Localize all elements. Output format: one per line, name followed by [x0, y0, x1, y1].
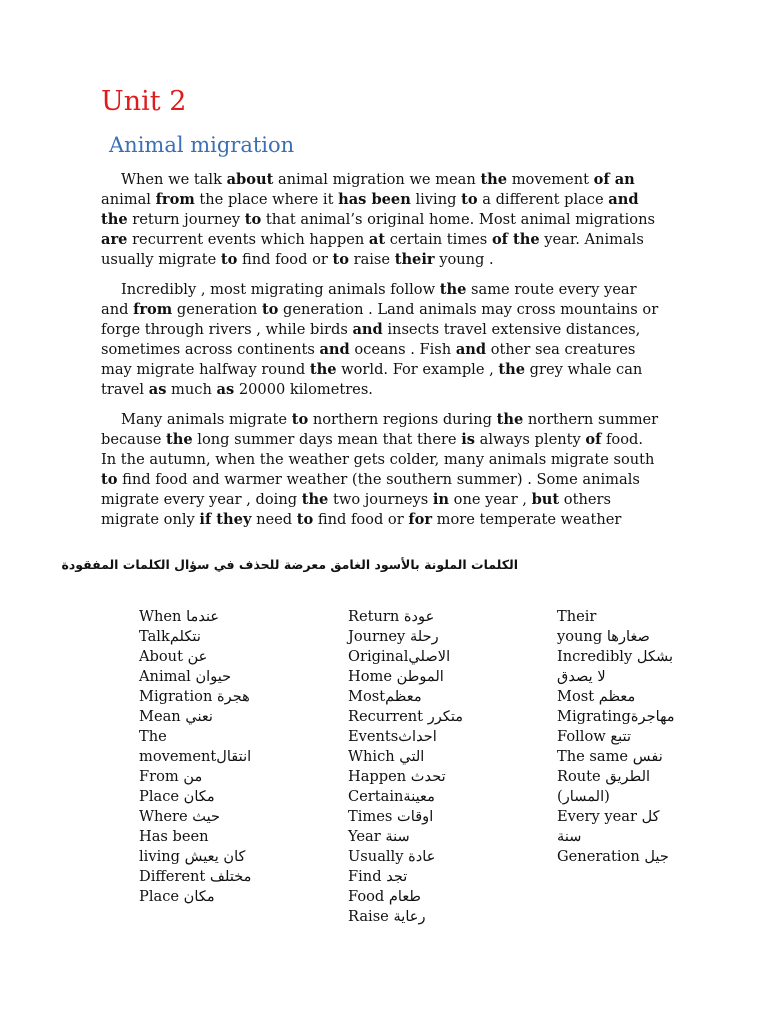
text-run: long summer days mean that there [192, 431, 462, 448]
bold-word: as [148, 381, 167, 398]
vocab-item: Home الموطن [348, 668, 444, 685]
bold-word: are [101, 231, 128, 248]
bold-word: the [480, 171, 508, 188]
bold-word: from [155, 191, 195, 208]
text-run: generation . Land animals may cross mountains or forge through rivers , while birds [101, 301, 659, 338]
text-run: living [410, 191, 462, 208]
bold-word: and [455, 341, 487, 358]
bold-word: and the [101, 191, 639, 228]
bold-word: to [101, 471, 118, 488]
vocab-item: Migratingمهاجرة [557, 708, 675, 725]
text-run: northern summer because [101, 411, 659, 448]
text-run: a different place [477, 191, 609, 208]
vocab-column-3 [557, 607, 697, 867]
bold-word: has been [338, 191, 411, 208]
bold-word: for [408, 511, 433, 528]
vocab-item: Talkنتكلم [139, 628, 201, 645]
vocab-item: Place مكان [139, 788, 215, 805]
text-run: find food or [237, 251, 333, 268]
arabic-note: الكلمات الملونة بالأسود الغامق معرضة للحذف في سؤال الكلمات المفقودة [61, 557, 518, 572]
vocab-item: Eventsاحداث [348, 728, 437, 745]
text-run: grey whale can travel [101, 361, 643, 398]
vocab-item: Follow تتبع [557, 728, 632, 745]
bold-word: of the [491, 231, 540, 248]
vocab-item: Migration هجرة [139, 688, 250, 705]
text-run: year. Animals usually migrate [101, 231, 644, 268]
vocab-item: From من [139, 768, 203, 785]
bold-word: to [261, 301, 279, 318]
text-run: find food or [313, 511, 409, 528]
text-run: animal [101, 191, 156, 208]
text-run: Incredibly , most migrating animals follow [121, 281, 440, 298]
paragraph-1 [101, 170, 661, 270]
vocab-item: Generation جيل [557, 848, 669, 865]
paragraph-3 [101, 410, 661, 530]
vocab-column-2 [348, 607, 548, 927]
bold-word: is [461, 431, 475, 448]
bold-word: of [585, 431, 602, 448]
bold-word: the [309, 361, 337, 378]
text-run: world. For example , [336, 361, 499, 378]
vocab-item: Return عودة [348, 608, 435, 625]
vocab-item: Journey رحلة [348, 628, 439, 645]
vocab-item: Incredibly بشكل لا يصدق [557, 648, 674, 685]
vocab-item: Happen تحدث [348, 768, 446, 785]
vocab-item: Originalالاصلي [348, 648, 451, 665]
unit-title: Unit 2 [101, 86, 187, 117]
text-run: food. In the autumn, when the weather gets colder, many animals migrate south [101, 431, 655, 468]
vocab-item: Certainمعينة [348, 788, 435, 805]
vocab-item: Has been living كان يعيش [139, 828, 246, 865]
vocab-item: Where حيث [139, 808, 221, 825]
bold-word: to [332, 251, 349, 268]
text-run: same route every year and [101, 281, 637, 318]
bold-word: but [531, 491, 560, 508]
text-run: oceans . Fish [349, 341, 456, 358]
bold-word: the [439, 281, 467, 298]
text-run: the place where it [194, 191, 339, 208]
bold-word: to [291, 411, 309, 428]
vocab-item: About عن [139, 648, 208, 665]
vocab-item: Year سنة [348, 828, 410, 845]
bold-word: the [301, 491, 329, 508]
bold-word: about [226, 171, 274, 188]
text-run: one year , [449, 491, 532, 508]
vocab-column-1 [139, 607, 339, 907]
text-run: northern regions during [308, 411, 497, 428]
vocab-item: When عندما [139, 608, 220, 625]
text-run: insects travel extensive distances, sometimes across continents [101, 321, 641, 358]
text-run: generation [172, 301, 262, 318]
vocab-item: Raise رعاية [348, 908, 426, 925]
text-run: others migrate only [101, 491, 611, 528]
vocab-item: Different مختلف [139, 868, 252, 885]
text-run: always plenty [474, 431, 586, 448]
vocab-item: Food طعام [348, 888, 422, 905]
section-title: Animal migration [109, 133, 295, 157]
bold-word: at [368, 231, 386, 248]
text-run: raise [348, 251, 395, 268]
bold-word: and [319, 341, 350, 358]
vocab-item: Which التي [348, 748, 425, 765]
bold-word: and [352, 321, 383, 338]
text-run: certain times [385, 231, 492, 248]
vocab-item: The movementانتقال [139, 728, 252, 765]
text-run: young . [434, 251, 494, 268]
vocab-item: Route الطريق (المسار) [557, 768, 651, 805]
bold-word: from [133, 301, 173, 318]
bold-word: to [296, 511, 314, 528]
vocab-item: Place مكان [139, 888, 215, 905]
text-run: much [166, 381, 217, 398]
text-run: recurrent events which happen [127, 231, 369, 248]
text-run: 20000 kilometres. [234, 381, 373, 398]
vocab-item: Mostمعظم [348, 688, 422, 705]
vocab-item: Find تجد [348, 868, 408, 885]
bold-word: as [216, 381, 235, 398]
vocab-item: Times اوقات [348, 808, 434, 825]
text-run: return journey [127, 211, 245, 228]
vocab-item: Animal حيوان [139, 668, 232, 685]
vocab-item: Recurrent متكرر [348, 708, 464, 725]
text-run: find food and warmer weather (the southern summer) . Some animals migrate every year , doing [101, 471, 640, 508]
bold-word: to [220, 251, 238, 268]
bold-word: the [496, 411, 524, 428]
vocab-item: Their young صغارها [557, 608, 650, 645]
article-body [101, 170, 661, 540]
text-run: animal migration we mean [273, 171, 481, 188]
text-run: When we talk [121, 171, 227, 188]
text-run: movement [507, 171, 594, 188]
text-run: need [251, 511, 297, 528]
text-run: that animal’s original home. Most animal migrations [261, 211, 655, 228]
bold-word: the [498, 361, 526, 378]
bold-word: the [166, 431, 193, 448]
text-run: Many animals migrate [121, 411, 292, 428]
bold-word: in [432, 491, 450, 508]
text-run: more temperate weather [432, 511, 622, 528]
bold-word: of an [593, 171, 635, 188]
bold-word: to [461, 191, 478, 208]
vocab-item: Every year كل سنة [557, 808, 660, 845]
bold-word: if they [199, 511, 252, 528]
bold-word: to [244, 211, 262, 228]
paragraph-2 [101, 280, 661, 400]
text-run: two journeys [328, 491, 433, 508]
vocab-item: Mean نعني [139, 708, 213, 725]
vocab-item: Most معظم [557, 688, 636, 705]
vocab-item: Usually عادة [348, 848, 436, 865]
vocab-item: The same نفس [557, 748, 663, 765]
bold-word: their [394, 251, 435, 268]
text-run: other sea creatures may migrate halfway round [101, 341, 636, 378]
